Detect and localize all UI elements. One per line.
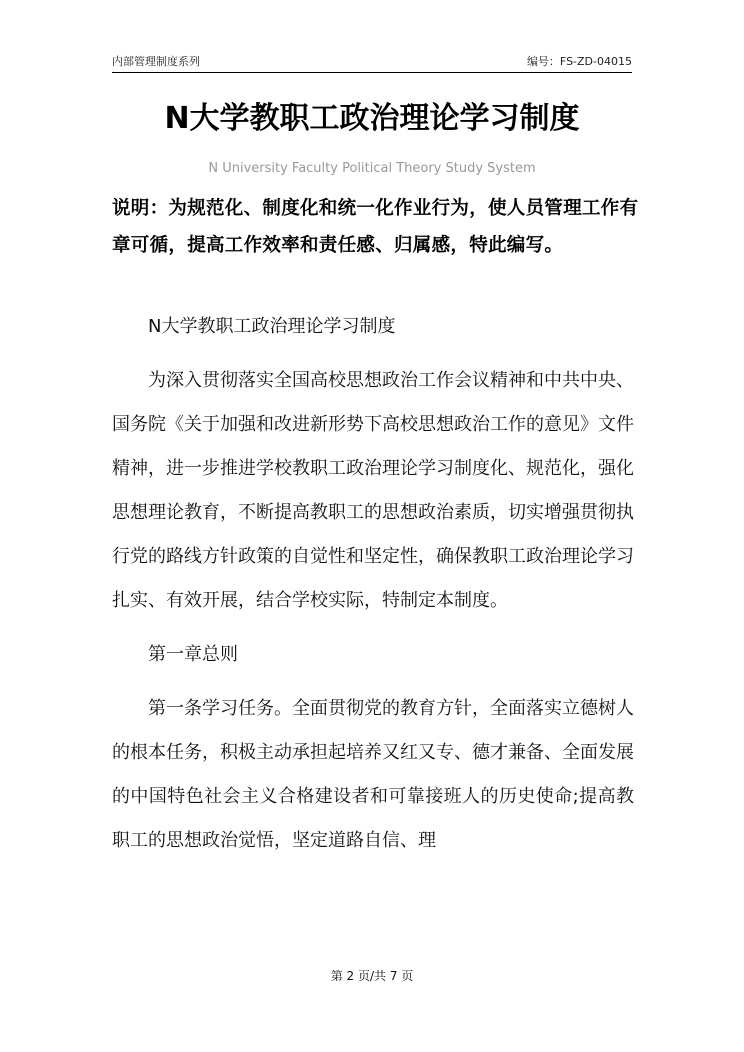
document-title: N大学教职工政治理论学习制度 <box>164 101 580 136</box>
document-subtitle: N University Faculty Political Theory Study System <box>208 161 536 176</box>
document-body <box>112 305 634 873</box>
body-paragraph: N大学教职工政治理论学习制度 <box>148 316 396 337</box>
document-intro: 说明：为规范化、制度化和统一化作业行为，使人员管理工作有章可循，提高工作效率和责任感、归属感，特此编写。 <box>112 198 639 256</box>
body-paragraph: 为深入贯彻落实全国高校思想政治工作会议精神和中共中央、国务院《关于加强和改进新形势下高校思想政治工作的意见》文件精神，进一步推进学校教职工政治理论学习制度化、规范化，强化思想理论教育，不断提高教职工的思想政治素质，切实增强贯彻执行党的路线方针政策的自觉性和坚定性，确保教职工政治理论学习扎实、有效开展，结合学校实际，特制定本制度。 <box>112 370 634 611</box>
page-header <box>112 54 632 73</box>
page-footer <box>0 968 744 984</box>
body-paragraph: 第一条学习任务。全面贯彻党的教育方针，全面落实立德树人的根本任务，积极主动承担起培养又红又专、德才兼备、全面发展的中国特色社会主义合格建设者和可靠接班人的历史使命;提高教职工的思想政治觉悟，坚定道路自信、理 <box>112 698 634 851</box>
document-number: 编号：FS-ZD-04015 <box>526 55 632 68</box>
document-series-label: 内部管理制度系列 <box>112 55 200 68</box>
page-indicator: 第 2 页/共 7 页 <box>330 969 414 983</box>
chapter-heading: 第一章总则 <box>148 644 238 665</box>
